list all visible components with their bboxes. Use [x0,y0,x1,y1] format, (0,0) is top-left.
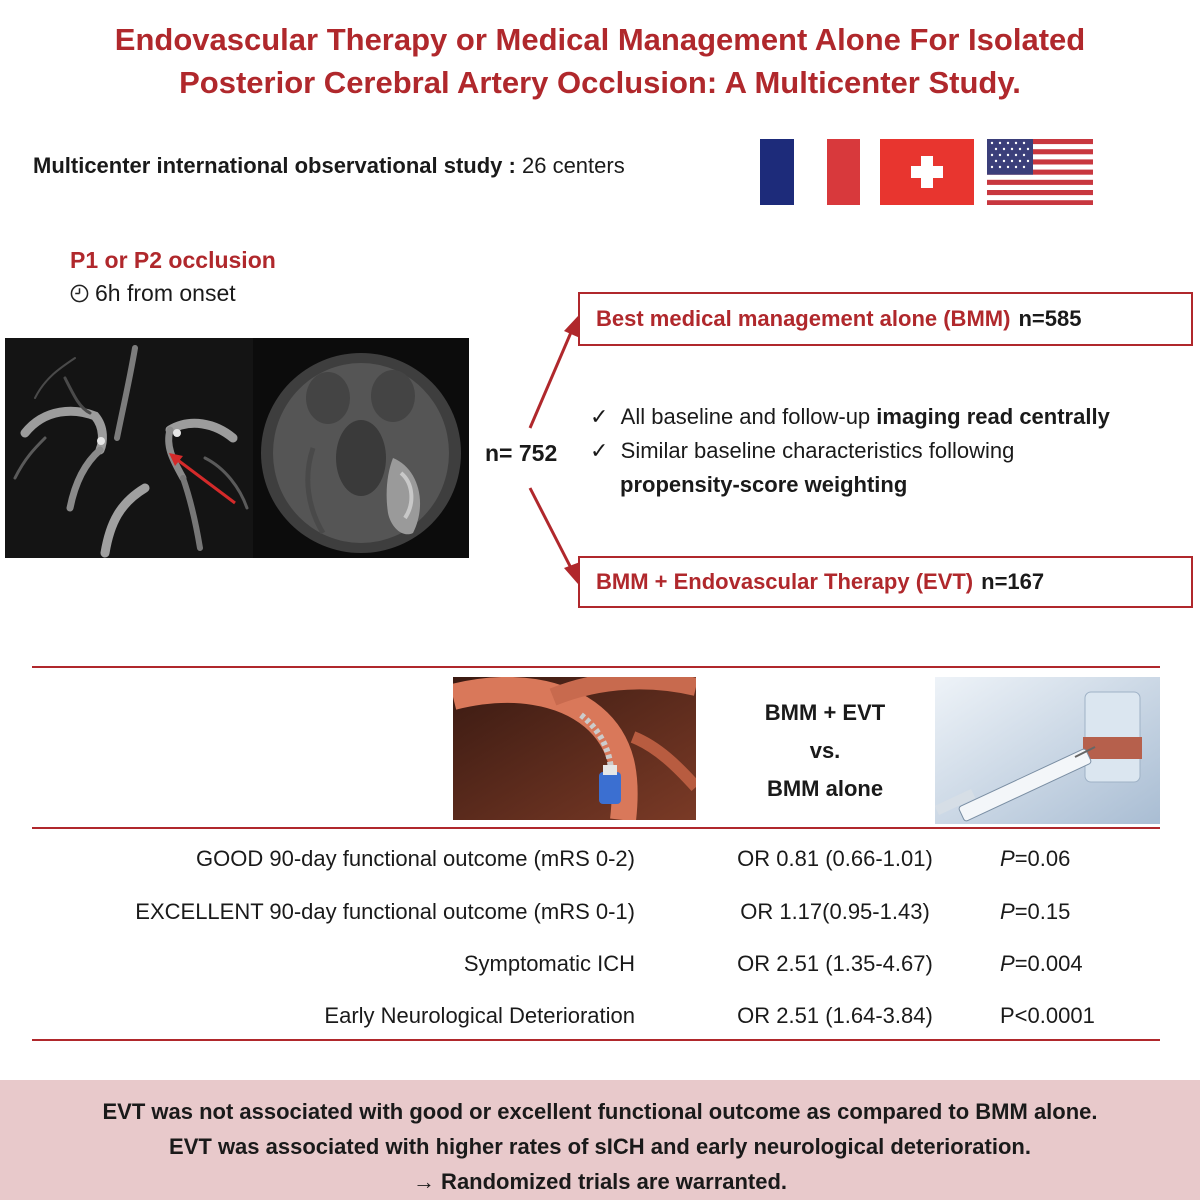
methods-checklist [590,400,1110,502]
table-row [0,846,1200,886]
table-row [0,951,1200,991]
odds-ratio: OR 1.17(0.95-1.43) [740,899,930,924]
p-value: P=0.004 [1000,951,1083,976]
comparison-line-1: BMM + EVT [764,700,886,725]
table-top-rule [32,666,1160,668]
outcome-label: Early Neurological Deterioration [324,1003,635,1028]
syringe-vial-illustration [935,677,1160,824]
clock-icon [70,284,89,303]
comparison-header [720,694,930,808]
table-header-rule [32,827,1160,829]
table-bottom-rule [32,1039,1160,1041]
conclusion-line-2: EVT was associated with higher rates of sICH and early neurological deterioration. [169,1134,1031,1159]
evt-group-n: n=167 [981,569,1045,594]
comparison-line-3: BMM alone [766,776,884,801]
study-centers: 26 centers [521,153,625,178]
outcome-label: EXCELLENT 90-day functional outcome (mRS 0-1) [135,899,635,924]
mra-angiography-image [5,338,253,558]
checkmark-icon: ✓ [590,404,621,429]
odds-ratio: OR 2.51 (1.64-3.84) [737,1003,933,1028]
study-separator: : [502,153,522,178]
table-row [0,1003,1200,1043]
table-row [0,899,1200,939]
evt-group-label: BMM + Endovascular Therapy (EVT) [596,569,974,594]
study-label: Multicenter international observational study [33,153,503,178]
check-text: All baseline and follow-up [620,404,877,429]
occlusion-label: P1 or P2 occlusion [70,247,276,273]
check-bold: imaging read centrally [876,404,1110,429]
check-item [590,400,1110,434]
time-window-text: 6h from onset [95,280,236,306]
p-value: P=0.15 [1000,899,1071,924]
time-window [70,277,276,310]
france-flag-icon [760,139,860,205]
study-description [33,153,625,179]
stent-illustration [453,677,696,820]
inclusion-criteria [70,244,276,310]
odds-ratio: OR 0.81 (0.66-1.01) [737,846,933,871]
conclusion-line-3: → Randomized trials are warranted. [412,1169,788,1194]
outcome-label: Symptomatic ICH [463,951,635,976]
switzerland-flag-icon [880,139,974,205]
total-patients: n= 752 [485,440,558,466]
arrow-to-evt [530,488,572,570]
arrow-to-bmm [530,330,572,428]
comparison-line-2: vs. [809,738,841,763]
usa-flag-icon [987,139,1093,205]
dwi-mri-image [253,338,469,558]
check-text: Similar baseline characteristics following [620,438,1015,463]
conclusion-line-1: EVT was not associated with good or excellent functional outcome as compared to BMM alone. [102,1099,1098,1124]
p-value: P=0.06 [1000,846,1071,871]
title-line-2: Posterior Cerebral Artery Occlusion: A Multicenter Study. [179,65,1021,100]
outcome-label: GOOD 90-day functional outcome (mRS 0-2) [196,846,635,871]
check-continuation [590,468,1110,502]
p-value: P<0.0001 [1000,1003,1095,1028]
odds-ratio: OR 2.51 (1.35-4.67) [737,951,933,976]
evt-group-box [578,556,1193,608]
check-continuation-bold: propensity-score weighting [620,472,908,497]
bmm-group-n: n=585 [1018,306,1082,331]
conclusion-panel [0,1080,1200,1200]
poster-title [0,18,1200,104]
bmm-group-box [578,292,1193,346]
bmm-group-label: Best medical management alone (BMM) [596,306,1011,331]
check-item [590,434,1110,468]
checkmark-icon: ✓ [590,438,621,463]
title-line-1: Endovascular Therapy or Medical Management Alone For Isolated [114,22,1086,57]
